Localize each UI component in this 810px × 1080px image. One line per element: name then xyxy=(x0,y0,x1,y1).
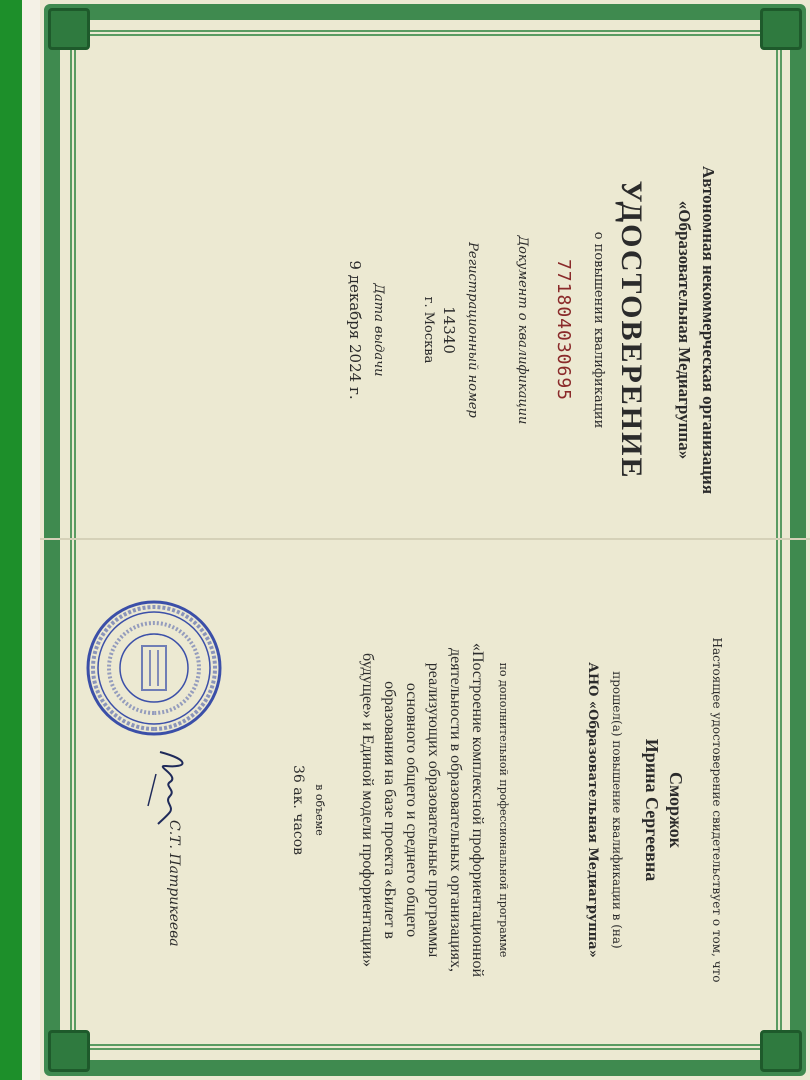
program-title-line: реализующих образовательные программы xyxy=(425,662,442,958)
signer-name: С.Т. Патрикеева xyxy=(166,820,182,947)
volume-label: в объеме xyxy=(313,784,326,836)
passed-text: прошел(а) повышение квалификации в (на) xyxy=(610,671,624,949)
signature-icon xyxy=(140,746,200,826)
organization-name-line1: Автономная некоммерческая организация xyxy=(699,165,718,495)
holder-given-names: Ирина Сергеевна xyxy=(642,738,662,882)
issue-date: 9 декабря 2024 г. xyxy=(346,260,364,400)
program-title-line: деятельности в образовательных организациях, xyxy=(447,647,464,973)
document-title: УДОСТОВЕРЕНИЕ xyxy=(615,180,648,480)
registration-label: Регистрационный номер xyxy=(465,242,480,418)
program-title-line: «Построение комплексной профориентационной xyxy=(469,642,486,978)
organization-seal-icon xyxy=(84,598,224,738)
registration-number: 14340 xyxy=(440,306,458,354)
certificate-intro: Настоящее удостоверение свидетельствует о том, что xyxy=(710,637,724,983)
document-subtitle: о повышении квалификации xyxy=(591,231,606,429)
holder-surname: Сморжок xyxy=(666,771,686,848)
serial-number: 771804030695 xyxy=(553,258,574,402)
organization-name-line2: «Образовательная Медиагруппа» xyxy=(675,200,694,460)
document-type: Документ о квалификации xyxy=(515,235,530,425)
hours-unit: ак. часов xyxy=(290,787,306,856)
hours-volume xyxy=(290,600,306,1020)
issue-city: г. Москва xyxy=(421,296,436,364)
program-intro: по дополнительной профессиональной программе xyxy=(497,662,510,958)
training-organization: АНО «Образовательная Медиагруппа» xyxy=(585,662,600,958)
program-title-line: основного общего и среднего общего xyxy=(403,682,420,938)
program-title-line: будущее» и Единой модели профориентации» xyxy=(359,653,376,967)
program-title-line: образования на базе проекта «Билет в xyxy=(381,681,398,939)
issue-date-label: Дата выдачи xyxy=(371,283,386,377)
hours-number: 36 xyxy=(290,764,306,783)
